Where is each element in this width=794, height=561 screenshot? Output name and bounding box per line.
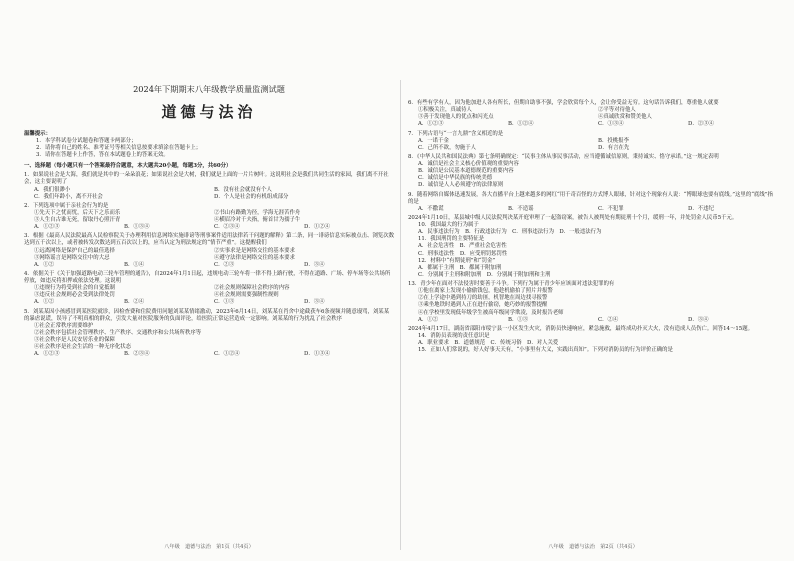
question-13 bbox=[408, 281, 778, 324]
question-stem: 4．依据关于《关于加强道路电动三轮车管理的通告》，自2024年1月1日起，违规电动三轮车将一律不得上路行驶，不得在道路、广场、停车场等公共场所停放，如违反将扣押或依法处理。这说明 bbox=[24, 270, 391, 284]
option-b: B．没有社会就没有个人 bbox=[214, 186, 272, 193]
option-a: A．①②③ bbox=[34, 351, 60, 358]
sub-item: ①积极关注，真诚待人 bbox=[418, 107, 472, 114]
option-b: B．①④ bbox=[124, 261, 145, 268]
sub-item: ③人生自古谁无死，留取丹心照汗青 bbox=[34, 217, 121, 223]
option-a: A．不撒谎 bbox=[418, 205, 444, 212]
question-stem: 13．青少年在面对不法侵害时要善于斗争。下列行为属于青少年应该面对违法犯罪的有 bbox=[408, 281, 615, 287]
option-b: B．①②④ bbox=[508, 121, 534, 128]
question-stem: 2．下列选项中属于亲社会行为的是 bbox=[24, 202, 109, 209]
option-a: A．①② bbox=[418, 316, 439, 323]
sub-item: ③社会秩序是人民安居乐业的保障 bbox=[34, 337, 115, 343]
option-d: D．有言在先 bbox=[598, 144, 630, 151]
option-d: D．①③④ bbox=[304, 351, 330, 358]
option-d: D．③④ bbox=[304, 299, 325, 306]
option-b: B．投桃报李 bbox=[598, 137, 629, 144]
tip-line-1: 1．本学科试卷分试题卷和答题卡两部分； bbox=[36, 137, 137, 144]
question-1 bbox=[24, 172, 394, 201]
option-d: D．不违纪 bbox=[688, 205, 714, 212]
option-b: B．①③④ bbox=[124, 224, 150, 231]
question-5 bbox=[24, 309, 394, 359]
question-3 bbox=[24, 233, 394, 269]
sub-line: 15．正如人们常说的，好人好事天天有，“小事里有大义，实践出真知”。下列对消防员的行为评价正确的是 bbox=[418, 347, 673, 354]
left-page bbox=[24, 0, 394, 561]
sub-item: ②实事求是是网络交往的基本要求 bbox=[214, 247, 295, 254]
material-14-15 bbox=[408, 326, 778, 355]
question-stem: 1．如果说社会是大海，我们就是其中的一朵朵浪花；如果说社会是大树，我们就是上面的一片片树叶。这说明社会是我们共同生活的家园，我们离不开社会，这主要说明了 bbox=[24, 172, 389, 186]
option-c: C．②④ bbox=[598, 316, 619, 323]
option-c: C．己所不欲，勿施于人 bbox=[418, 144, 477, 151]
option-c: C．①③ bbox=[214, 299, 235, 306]
option-b: B．不造谣 bbox=[508, 205, 534, 212]
option-b: B．②③④ bbox=[124, 351, 150, 358]
sub-item: ②在上学途中遇到持刀的劫匪，机智地在周边找寻报警 bbox=[418, 295, 548, 302]
sub-item: ②社会秩序包括社会管理秩序、生产秩序、交通秩序和公共场所秩序等 bbox=[34, 329, 202, 336]
option-c: C．①③④ bbox=[598, 121, 624, 128]
sub-item: ④真诚欣赏和赞美他人 bbox=[598, 114, 652, 121]
right-page bbox=[408, 0, 778, 561]
sub-line: C．刑事违法性 D．应受刑罚惩罚性 bbox=[418, 250, 508, 257]
sub-item: ④横眉冷对千夫指，俯首甘为孺子牛 bbox=[214, 217, 301, 223]
option-a: A．①②③ bbox=[34, 224, 60, 231]
sub-line: A．都属于主刑 B．都属于附加刑 bbox=[418, 264, 502, 271]
page-footer-right: 八年级 道德与法治 第2页（共4页） bbox=[548, 544, 638, 551]
material-stem: 2024年4月17日，湖南省邵阳市绥宁县一小区发生火灾，消防员快速响应，紧急施救，最终成功扑灭大火，没有造成人员伤亡。回答14～15题。 bbox=[408, 325, 753, 332]
question-stem: 7．下列古语与“一言九鼎”含义相近的是 bbox=[408, 130, 504, 137]
option-b: B．诚信是公民基本道德规范的重要内容 bbox=[418, 168, 514, 175]
sub-line: 11．我国刑罚的主要特征是 bbox=[418, 236, 485, 243]
option-a: A．一诺千金 bbox=[418, 137, 449, 144]
exam-title: 2024年下期期末八年级教学质量监测试题 bbox=[133, 84, 285, 94]
sub-item: ④社会规则需要强制性规则 bbox=[214, 292, 279, 299]
sub-item: ③违反社会规则必会受到法律处罚 bbox=[34, 292, 115, 299]
sub-line: 12．材料中“有期徒刑”和“罚金” bbox=[418, 257, 496, 264]
sub-item: ①他在离家上发现小偷偷钱包，他趁机偷拍了照片并报警 bbox=[418, 288, 553, 295]
sub-item: ②社会规则保障社会秩序的内容 bbox=[214, 285, 290, 292]
tips-heading: 温馨提示： bbox=[24, 130, 51, 137]
option-c: C．②③ bbox=[214, 261, 235, 268]
sub-line: 14．消防员表现的责任意识是 bbox=[418, 332, 490, 339]
option-a: A．诚信是社会主义核心价值观的重要内容 bbox=[418, 161, 519, 167]
sub-line: C．分别属于主刑和附加刑 D．分别属于附加刑和主刑 bbox=[418, 271, 551, 278]
option-b: B．②④ bbox=[124, 299, 145, 306]
material-10-12 bbox=[408, 215, 778, 279]
sub-item: ①先天下之忧而忧，后天下之乐而乐 bbox=[34, 209, 121, 216]
sub-item: ①社会正常秩序需要维护 bbox=[34, 322, 94, 329]
option-c: C．不犯罪 bbox=[598, 205, 624, 212]
page-divider bbox=[400, 80, 401, 550]
option-a: A．①② bbox=[34, 299, 55, 306]
question-2 bbox=[24, 203, 394, 232]
sub-item: ④遵守法律是网络交往的基本要求 bbox=[214, 254, 295, 261]
option-d: D．①②④ bbox=[304, 224, 330, 231]
option-a: A．①②③ bbox=[418, 121, 444, 128]
option-c: C．诚信是中华民族的传统美德 bbox=[418, 175, 493, 182]
subject-title: 道德与法治 bbox=[161, 102, 257, 121]
option-d: D．个人是社会的有机组成部分 bbox=[214, 193, 289, 200]
option-a: A．①② bbox=[34, 261, 55, 268]
option-d: D．③④ bbox=[304, 261, 325, 268]
tip-line-2: 2．请你将自己的姓名、准考证号等相关信息按要求填涂在答题卡上； bbox=[36, 144, 202, 151]
sub-item: ④在学校里发现低年级学生被高年级同学欺凌，及时报告老师 bbox=[418, 309, 564, 316]
option-b: B．①③ bbox=[508, 316, 529, 323]
option-d: D．诚信是人人必须遵守的法律原则 bbox=[418, 182, 504, 189]
option-a: A．我们很渺小 bbox=[34, 186, 71, 193]
sub-item: ①远离网络是保护自己的最佳选择 bbox=[34, 247, 115, 254]
question-6 bbox=[408, 100, 778, 129]
sub-item: ①违规行为将受到社会的自觉抵制 bbox=[34, 285, 115, 292]
sub-item: ③乘坐地铁时遇到人正在进行偷窃，她巧妙的报警提醒 bbox=[418, 302, 548, 309]
option-c: C．我们年龄小，离不开社会 bbox=[34, 193, 103, 200]
sub-item: ③网络谣言是网络交往中的大忌 bbox=[34, 254, 110, 261]
tip-line-3: 3．请你在答题卡上作答，答在本试题卷上的答案无效。 bbox=[36, 152, 169, 158]
option-d: D．③④ bbox=[688, 316, 709, 323]
question-9 bbox=[408, 192, 778, 213]
question-stem: 5．刘某某因小孩感冒到某医院就诊，因检查费和住院费用问题刘某某情绪激动，2023年6月14日，刘某某在肖舍中途截获车6条视频并随意谩骂，刘某某的暴虐说谎，误导了不明真相的群众，引发大量对医院服务的负面评论，给医院正常运营造成一定影响。刘某某的行为扰乱了社会秩序 bbox=[24, 308, 390, 322]
sub-item: ②书山有路勤为径，学海无涯苦作舟 bbox=[214, 209, 301, 216]
page-footer-left: 八年级 道德与法治 第1页（共4页） bbox=[164, 544, 254, 551]
option-c: C．①②④ bbox=[214, 351, 240, 358]
sub-line: 10．我国最大的行为属于 bbox=[418, 222, 479, 228]
question-stem: 9．随着网络自媒体迅速发展，各大直播平台上越来越多的网红“用千奇百怪的方式博人眼球，针对这个现象有人说：“博眼球也要有底线。”这里的“底线”指的是 bbox=[408, 191, 773, 205]
sub-line: A．民事违法行为 B．行政违法行为 C．刑事违法行为 D．一般违法行为 bbox=[418, 229, 602, 236]
question-4 bbox=[24, 271, 394, 307]
question-stem: 3．根据《最高人民法院最高人民检察院关于办理利用信息网络实施诽谤等刑事案件适用法律若干问题的解释》第二条，同一诽谤信息实际被点击、浏览次数达到五千次以上，或者被转发次数达到五百次以上的，应当认定为刑法规定的“情节严重”。这提醒我们 bbox=[24, 233, 394, 247]
question-7 bbox=[408, 131, 778, 152]
question-stem: 6．有些有学有人，因为他加进人各有所长，但期自助事不强，学会欣赏每个人，会让你受益无穷。这句话告诉我们，尊重他人就要 bbox=[408, 100, 719, 106]
sub-line: A．社会危害性 B．严重社会危害性 bbox=[418, 243, 507, 250]
option-d: D．②③④ bbox=[688, 121, 714, 128]
sub-item: ④社会秩序是社会生活的一种无序化状态 bbox=[34, 344, 132, 351]
sub-line: A．职业要求 B．道德规范 C．传统习俗 D．对人关爱 bbox=[418, 340, 559, 346]
sub-item: ③善于发现他人的优点和闪光点 bbox=[418, 114, 494, 121]
section-heading: 一、选择题（每小题只有一个答案最符合题意，本大题共20小题，每题3分，共60分） bbox=[24, 163, 232, 170]
question-8 bbox=[408, 154, 778, 190]
material-stem: 2024年1月10日，某县城中级人民法院判决某开庭审理了一起盗窃案，被告人被判处有期徒刑十个月，缓刑一年，并处罚金人民币5千元。 bbox=[408, 214, 738, 221]
sub-item: ②平等对待他人 bbox=[598, 107, 636, 114]
option-c: C．②③④ bbox=[214, 224, 240, 231]
question-stem: 8．《中华人民共和国民法典》第七条明确规定：“民事主体从事民事活动，应当遵循诚信原则，秉持诚实、恪守承诺。”这一规定表明 bbox=[408, 153, 719, 160]
